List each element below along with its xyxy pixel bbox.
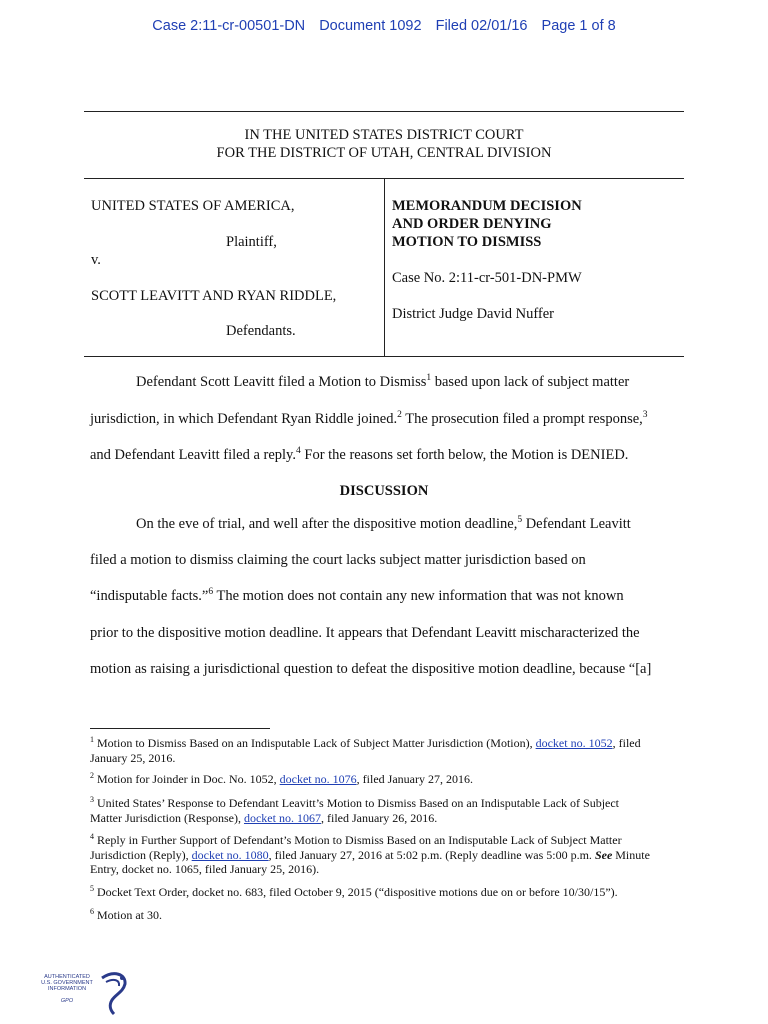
top-rule <box>84 111 684 112</box>
footnote-ref-1[interactable]: 1 <box>426 373 432 384</box>
footnote-5: $^5$ Docket Text Order, docket no. 683, filed October 9, 2015 (“dispositive motions due on or before 10/30/15”). <box>90 884 618 899</box>
court-line-1: IN THE UNITED STATES DISTRICT COURT <box>244 127 524 143</box>
body-line: Defendant Scott Leavitt filed a Motion to Dismiss$^1$ based upon lack of subject matter <box>136 373 630 390</box>
body-line: filed a motion to dismiss claiming the court lacks subject matter jurisdiction based on <box>90 552 586 568</box>
body-line: On the eve of trial, and well after the dispositive motion deadline,$^5$ Defendant Leavitt <box>136 515 631 532</box>
footnote-4: $^4$ Reply in Further Support of Defendant’s Motion to Dismiss Based on an Indisputable Lack of Subject Matter Jurisdiction (Reply), docket no. 1080, filed January 27, 2016 at 5:02 p.m. (Reply deadline was 5:00 p.m. See Minute Entry, docket no. 1065, filed January 25, 2016). <box>90 832 650 876</box>
eagle-icon <box>92 970 132 1016</box>
footnote-3: $^3$ United States’ Response to Defendant Leavitt’s Motion to Dismiss Based on an Indisputable Lack of Subject Matter Jurisdiction (Response), docket no. 1067, filed January 26, 2016. <box>90 795 620 825</box>
docket-link-1067[interactable]: docket no. 1067 <box>243 810 321 825</box>
body-line: jurisdiction, in which Defendant Ryan Riddle joined.$^2$ The prosecution filed a prompt response,$^3$ <box>90 410 648 427</box>
footnote-ref-3[interactable]: 3 <box>642 410 648 421</box>
docket-link-1052[interactable]: docket no. 1052 <box>535 736 613 750</box>
footnote-rule <box>90 728 270 729</box>
plaintiff-name: UNITED STATES OF AMERICA, <box>91 198 295 214</box>
header-document: Document 1092 <box>319 18 422 34</box>
body-line: prior to the dispositive motion deadline. It appears that Defendant Leavitt mischaracterized the <box>90 625 640 641</box>
plaintiff-role: Plaintiff, <box>226 234 277 250</box>
footnote-1: $^1$ Motion to Dismiss Based on an Indisputable Lack of Subject Matter Jurisdiction (Motion), docket no. 1052, filed January 25, 2016. <box>90 735 641 765</box>
judge-name: District Judge David Nuffer <box>392 306 555 322</box>
body-line: motion as raising a jurisdictional question to defeat the dispositive motion deadline, because “[a] <box>90 661 652 677</box>
footnote-ref-6[interactable]: 6 <box>208 587 214 598</box>
caption-bottom-rule <box>84 356 684 357</box>
gpo-authentication-seal: AUTHENTICATED U.S. GOVERNMENT INFORMATION GPO <box>32 970 132 1016</box>
caption-divider <box>384 179 385 357</box>
header-filed: Filed 02/01/16 <box>435 18 528 34</box>
body-line: and Defendant Leavitt filed a reply.$^4$ For the reasons set forth below, the Motion is DENIED. <box>90 446 629 463</box>
case-number: Case No. 2:11-cr-501-DN-PMW <box>392 270 582 286</box>
footnote-6: $^6$ Motion at 30. <box>90 907 162 922</box>
order-title-line-1: MEMORANDUM DECISION <box>392 198 582 214</box>
footnote-ref-2[interactable]: 2 <box>397 410 402 421</box>
header-page: Page 1 of 8 <box>541 18 616 34</box>
order-title-line-3: MOTION TO DISMISS <box>392 234 542 250</box>
order-title <box>392 197 582 251</box>
defendants-name: SCOTT LEAVITT AND RYAN RIDDLE, <box>91 288 337 304</box>
docket-link-1080[interactable]: docket no. 1080 <box>191 847 269 862</box>
order-title-line-2: AND ORDER DENYING <box>392 216 552 232</box>
court-heading <box>84 126 684 162</box>
footnote-ref-4[interactable]: 4 <box>296 446 301 457</box>
court-line-2: FOR THE DISTRICT OF UTAH, CENTRAL DIVISION <box>216 145 552 161</box>
footnote-2: $^2$ Motion for Joinder in Doc. No. 1052, docket no. 1076, filed January 27, 2016. <box>90 771 473 786</box>
docket-link-1076[interactable]: docket no. 1076 <box>279 772 357 786</box>
filing-header <box>0 18 768 34</box>
section-heading: DISCUSSION <box>339 483 429 499</box>
body-line: “indisputable facts.”$^6$ The motion does not contain any new information that was not known <box>90 587 624 604</box>
versus: v. <box>91 252 101 268</box>
footnote-ref-5[interactable]: 5 <box>517 515 523 526</box>
defendants-role: Defendants. <box>226 323 296 339</box>
header-case: Case 2:11-cr-00501-DN <box>152 18 306 34</box>
